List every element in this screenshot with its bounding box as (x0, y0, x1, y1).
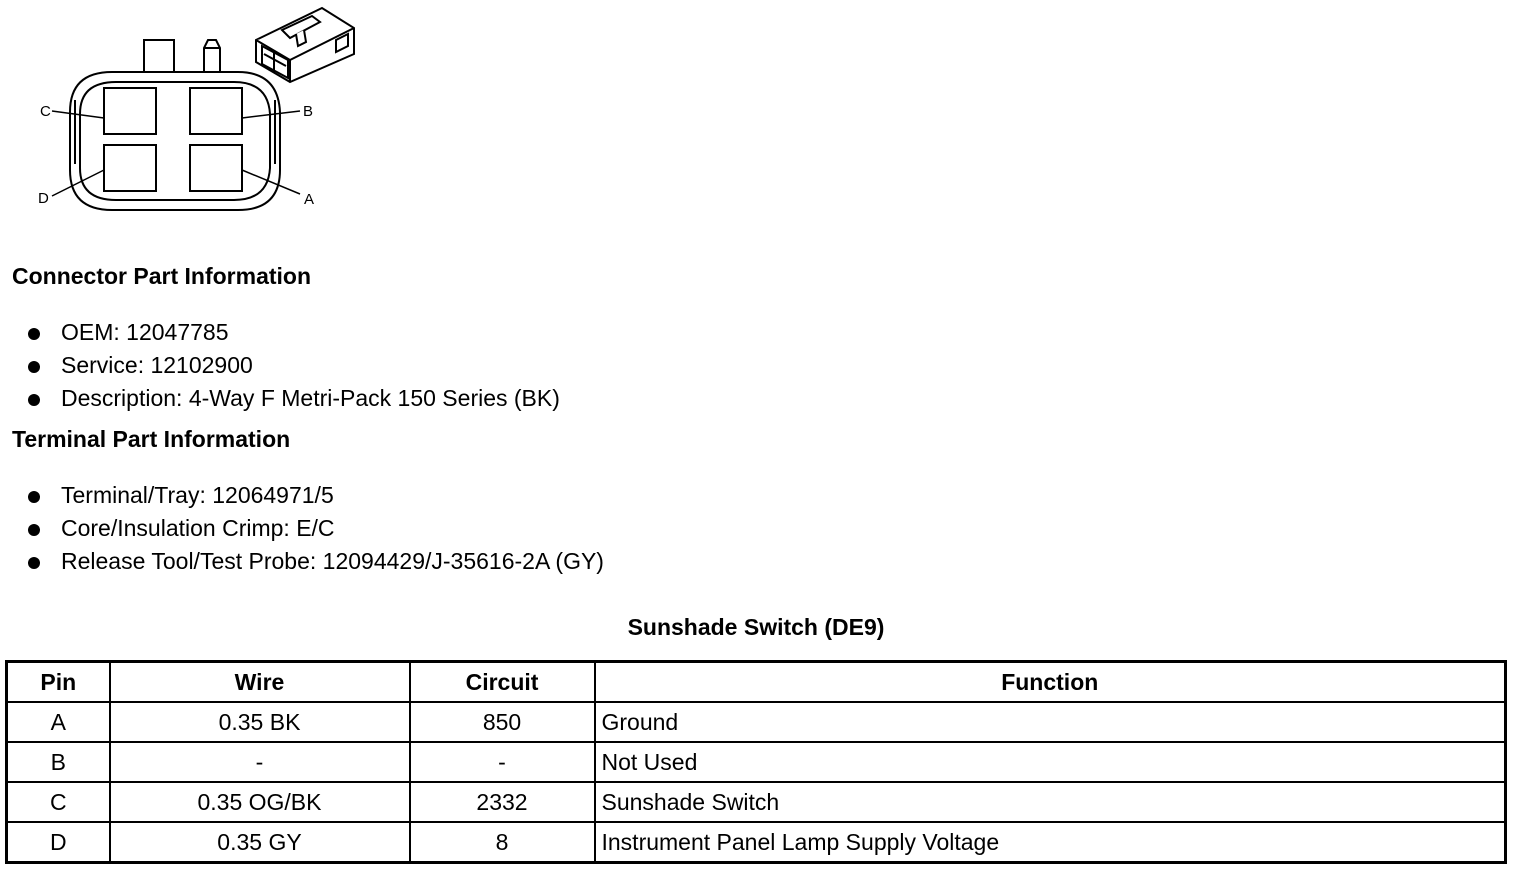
column-header-circuit: Circuit (410, 662, 595, 703)
cell-function: Not Used (595, 742, 1506, 782)
pin-label-a: A (304, 191, 315, 208)
pin-label-c: C (40, 103, 51, 120)
cell-wire: 0.35 GY (110, 822, 410, 863)
table-row (7, 822, 1506, 863)
bullet-icon (28, 328, 40, 340)
table-row (7, 702, 1506, 742)
cell-wire: 0.35 BK (110, 702, 410, 742)
column-header-pin: Pin (7, 662, 110, 703)
cell-pin: B (7, 742, 110, 782)
list-item-text: Description: 4-Way F Metri-Pack 150 Series (BK) (61, 385, 560, 411)
bullet-icon (28, 524, 40, 536)
bullet-icon (28, 394, 40, 406)
cell-function: Instrument Panel Lamp Supply Voltage (595, 822, 1506, 863)
pin-label-b: B (303, 103, 314, 120)
cell-function: Sunshade Switch (595, 782, 1506, 822)
cell-function: Ground (595, 702, 1506, 742)
bullet-icon (28, 491, 40, 503)
cell-circuit: 8 (410, 822, 595, 863)
list-item-text: Terminal/Tray: 12064971/5 (61, 482, 334, 508)
table-row (7, 742, 1506, 782)
cell-pin: D (7, 822, 110, 863)
table-row (7, 782, 1506, 822)
cell-circuit: - (410, 742, 595, 782)
column-header-function: Function (595, 662, 1506, 703)
cell-wire: 0.35 OG/BK (110, 782, 410, 822)
list-item-text: Release Tool/Test Probe: 12094429/J-35616-2A (GY) (61, 548, 604, 574)
connector-housing (70, 72, 280, 210)
cell-circuit: 850 (410, 702, 595, 742)
cell-pin: A (7, 702, 110, 742)
table-header-row (7, 662, 1506, 703)
table-title: Sunshade Switch (DE9) (627, 614, 885, 640)
bullet-icon (28, 557, 40, 569)
pin-label-d: D (38, 190, 49, 207)
pinout-table (5, 660, 1507, 864)
list-item-text: Service: 12102900 (61, 352, 253, 378)
cell-wire: - (110, 742, 410, 782)
terminal-part-heading: Terminal Part Information (12, 426, 291, 452)
list-item-text: OEM: 12047785 (61, 319, 229, 345)
connector-face-diagram (30, 0, 370, 220)
connector-part-heading: Connector Part Information (12, 263, 312, 289)
cell-circuit: 2332 (410, 782, 595, 822)
list-item-text: Core/Insulation Crimp: E/C (61, 515, 335, 541)
bullet-icon (28, 361, 40, 373)
cell-pin: C (7, 782, 110, 822)
connector-iso-view (256, 8, 354, 82)
column-header-wire: Wire (110, 662, 410, 703)
connector-lock-tab (144, 40, 174, 72)
